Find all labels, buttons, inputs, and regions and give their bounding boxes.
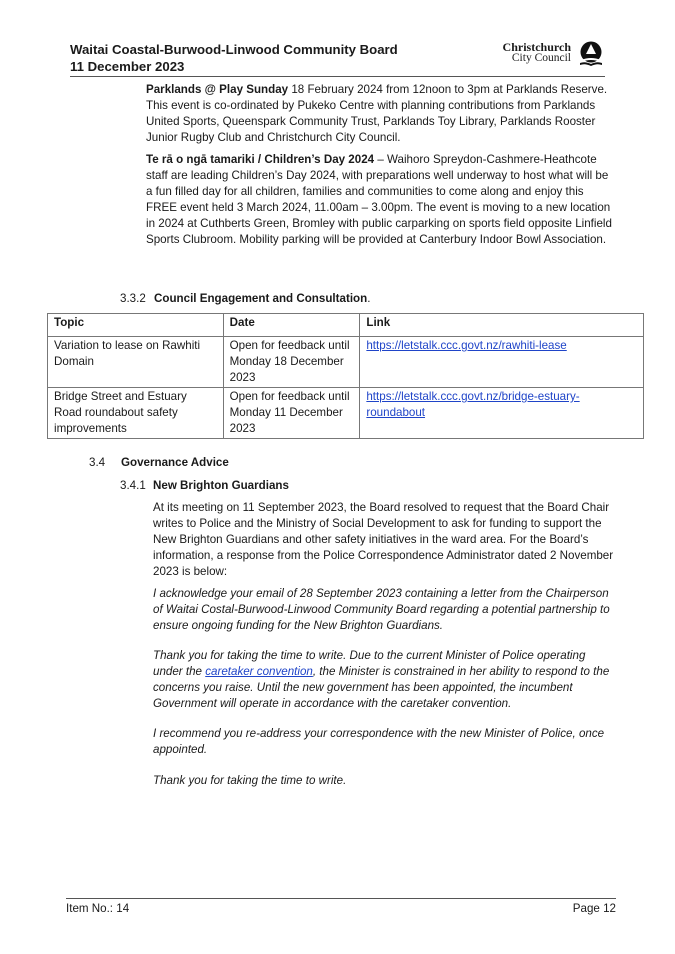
board-name: Waitai Coastal-Burwood-Linwood Community Board <box>70 42 398 57</box>
section-title: Governance Advice <box>121 456 229 469</box>
event-body: 18 February 2024 from 12noon to 3pm at Parklands Reserve. This event is co-ordinated by Pukeko Centre with planning contributions from Parklands United Sports, Queenspark Community Trust, Parklands Toy Library, Parklands Rooster Junior Rugby Club and Christchurch City Council. <box>146 83 608 144</box>
quote-text: , the Minister is constrained in her ability to respond to the concerns you raise. Until the new government has been appointed, the incumbent Government will operate in accordance with the caretaker convention. <box>153 665 610 710</box>
section-heading-3-4 <box>89 455 229 471</box>
section-heading-3-3-2 <box>120 291 370 307</box>
date-cell: Open for feedback until Monday 18 December 2023 <box>223 337 360 388</box>
link-cell <box>360 337 644 388</box>
meeting-date: 11 December 2023 <box>70 59 185 74</box>
quote-paragraph-4: Thank you for taking the time to write. <box>153 774 347 787</box>
consultation-link[interactable]: https://letstalk.ccc.govt.nz/rawhiti-lease <box>366 339 567 352</box>
caretaker-convention-link[interactable]: caretaker convention <box>205 665 313 678</box>
topic-cell: Bridge Street and Estuary Road roundabout safety improvements <box>48 388 224 439</box>
event-title: Parklands @ Play Sunday <box>146 83 289 96</box>
council-emblem-icon <box>577 41 605 67</box>
event-title: Te rā o ngā tamariki / Children’s Day 2024 <box>146 153 375 166</box>
event-childrens-day <box>146 152 616 248</box>
section-number: 3.4 <box>89 456 106 469</box>
quote-text: Thank you for taking the time to write. Due to the current Minister of Police operating under the <box>153 649 586 678</box>
column-header-topic: Topic <box>48 314 224 337</box>
section-heading-3-4-1 <box>120 478 289 494</box>
table-header-row <box>48 314 644 337</box>
page-number: Page 12 <box>572 902 616 915</box>
quote-paragraph-3: I recommend you re-address your correspondence with the new Minister of Police, once appointed. <box>153 727 605 756</box>
section-title: Council Engagement and Consultation <box>154 292 368 305</box>
consultation-link[interactable]: https://letstalk.ccc.govt.nz/bridge-estuary-roundabout <box>366 390 580 419</box>
quote-paragraph-1: I acknowledge your email of 28 September 2023 containing a letter from the Chairperson of Waitai Costal-Burwood-Linwood Community Board regarding a potential partnership to ensure ongoing funding for the New Brighton Guardians. <box>153 587 610 632</box>
section-title: New Brighton Guardians <box>153 479 289 492</box>
column-header-date: Date <box>223 314 360 337</box>
body-paragraph: At its meeting on 11 September 2023, the Board resolved to request that the Board Chair writes to Police and the Ministry of Social Development to ask for funding to support the New Brighton Guardians and other safety initiatives in the ward area. For the Board’s information, a response from the Police Correspondence Administrator dated 2 November 2023 is below: <box>153 501 614 578</box>
table-row <box>48 337 644 388</box>
section-suffix: . <box>367 292 371 305</box>
header-title <box>70 41 398 75</box>
link-cell <box>360 388 644 439</box>
page-header <box>70 40 605 77</box>
table-row <box>48 388 644 439</box>
section-number: 3.4.1 <box>120 479 146 492</box>
date-cell: Open for feedback until Monday 11 December 2023 <box>223 388 360 439</box>
quote-paragraph-2 <box>153 648 615 712</box>
event-body: – Waihoro Spreydon-Cashmere-Heathcote staff are leading Children’s Day 2024, with preparations well underway to host what will be a fun filled day for all children, families and communities to come along and enjoy this FREE event held 3 March 2024, 11.00am – 3.00pm. The event is moving to a new location in 2024 at Cuthberts Green, Bromley with public carparking on sports field opposite Linfield Sports Clubroom. Mobility parking will be provided at Canterbury Indoor Bowl Association. <box>146 153 612 246</box>
item-number: Item No.: 14 <box>66 902 130 915</box>
column-header-link: Link <box>360 314 644 337</box>
page-footer <box>66 898 616 915</box>
logo-text-line2: City Council <box>511 52 571 64</box>
engagement-table <box>47 313 644 439</box>
topic-cell: Variation to lease on Rawhiti Domain <box>48 337 224 388</box>
logo-text-line1: Christchurch <box>502 40 571 54</box>
event-parklands <box>146 82 616 146</box>
section-number: 3.3.2 <box>120 292 146 305</box>
